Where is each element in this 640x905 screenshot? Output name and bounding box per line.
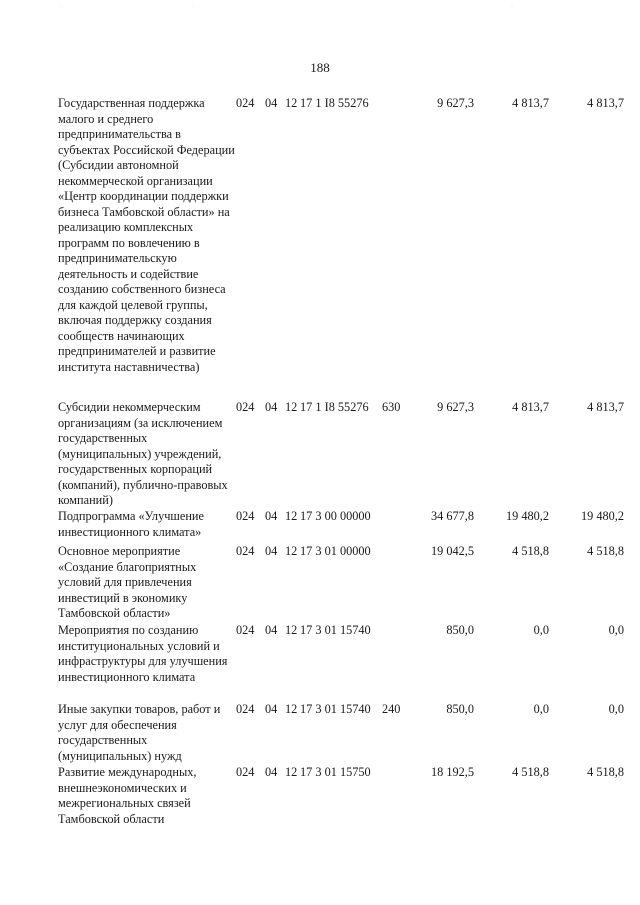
amount-year-3: 4 813,7 [587,96,624,110]
amount-year-2: 4 813,7 [512,400,549,414]
amount-year-1: 9 627,3 [437,400,474,414]
amount-year-3: 4 813,7 [587,400,624,414]
amount-year-2: 4 813,7 [512,96,549,110]
ved-code: 024 [236,702,255,716]
amount-year-1: 9 627,3 [437,96,474,110]
section-code: 04 [265,765,278,779]
row-name: Государственная поддержка малого и среднего предпринимательства в субъектах Российской Федерации (Субсидии автономной некоммерческой организации «Центр координации поддержки бизнеса Тамбовской области» на реализацию комплексных программ по вовлечению в предпринимательскую деятельность и содействие созданию собственного бизнеса для каждой целевой группы, включая поддержку создания сообществ начинающих предпринимателей и развитие института наставничества) [58,96,235,374]
expense-type-code: 630 [382,400,401,414]
subsection-code: 12 [285,544,298,558]
target-article-code: 17 3 01 15740 [300,623,371,637]
ved-code: 024 [236,400,255,414]
amount-year-1: 850,0 [446,702,474,716]
amount-year-1: 19 042,5 [430,544,474,558]
row-name: Субсидии некоммерческим организациям (за исключением государственных (муниципальных) учреждений, государственных корпораций (компаний), публично-правовых компаний) [58,400,228,507]
scan-mark: · [60,4,62,10]
amount-year-1: 18 192,5 [430,765,474,779]
subsection-code: 12 [285,623,298,637]
row-name: Иные закупки товаров, работ и услуг для обеспечения государственных (муниципальных) нужд [58,702,221,763]
amount-year-2: 0,0 [533,623,549,637]
section-code: 04 [265,400,278,414]
row-name: Развитие международных, внешнеэкономических и межрегиональных связей Тамбовской области [58,765,197,826]
ved-code: 024 [236,544,255,558]
amount-year-2: 4 518,8 [512,765,549,779]
target-article-code: 17 3 01 00000 [300,544,371,558]
target-article-code: 17 1 I8 55276 [300,96,369,110]
scan-mark: · [192,4,194,10]
subsection-code: 12 [285,509,298,523]
amount-year-2: 19 480,2 [505,509,549,523]
scan-mark: · [511,4,513,10]
section-code: 04 [265,702,278,716]
target-article-code: 17 1 I8 55276 [300,400,369,414]
target-article-code: 17 3 01 15740 [300,702,371,716]
ved-code: 024 [236,96,255,110]
subsection-code: 12 [285,702,298,716]
row-name: Основное мероприятие «Создание благоприятных условий для привлечения инвестиций в экономику Тамбовской области» [58,544,197,620]
row-name: Мероприятия по созданию институциональных условий и инфраструктуры для улучшения инвестиционного климата [58,623,228,684]
subsection-code: 12 [285,400,298,414]
subsection-code: 12 [285,96,298,110]
amount-year-3: 0,0 [608,702,624,716]
amount-year-3: 4 518,8 [587,765,624,779]
amount-year-3: 0,0 [608,623,624,637]
amount-year-2: 4 518,8 [512,544,549,558]
amount-year-3: 19 480,2 [580,509,624,523]
section-code: 04 [265,544,278,558]
target-article-code: 17 3 01 15750 [300,765,371,779]
ved-code: 024 [236,765,255,779]
section-code: 04 [265,623,278,637]
amount-year-3: 4 518,8 [587,544,624,558]
subsection-code: 12 [285,765,298,779]
section-code: 04 [265,509,278,523]
amount-year-1: 850,0 [446,623,474,637]
target-article-code: 17 3 00 00000 [300,509,371,523]
ved-code: 024 [236,623,255,637]
amount-year-1: 34 677,8 [430,509,474,523]
page-number: 188 [310,60,330,75]
amount-year-2: 0,0 [533,702,549,716]
ved-code: 024 [236,509,255,523]
section-code: 04 [265,96,278,110]
expense-type-code: 240 [382,702,401,716]
row-name: Подпрограмма «Улучшение инвестиционного климата» [58,509,204,539]
